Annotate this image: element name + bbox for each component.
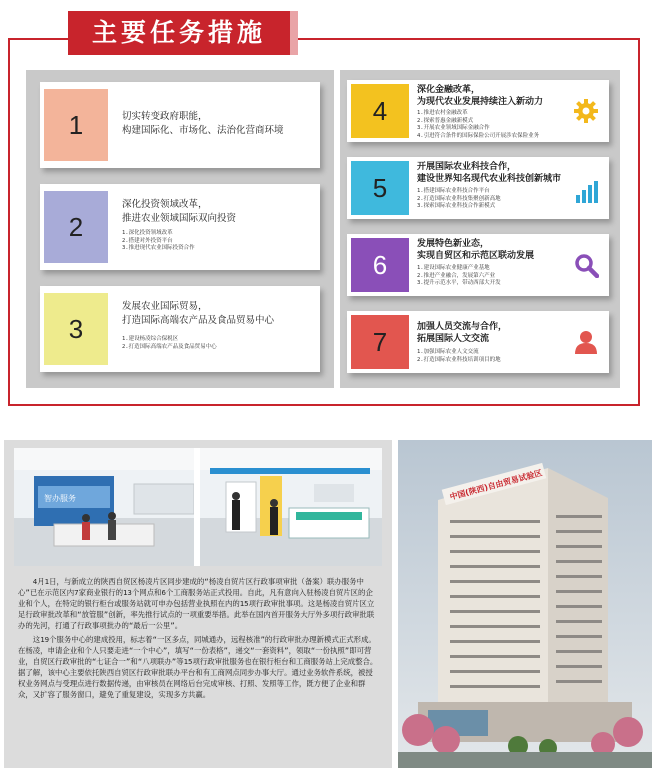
- task-item: 1.深化投资领域改革: [122, 230, 173, 236]
- left-task-panel: [26, 70, 334, 388]
- article-text: [18, 576, 380, 703]
- task-number: 6: [372, 249, 388, 280]
- task-number: 1: [68, 109, 84, 140]
- task-title-line: 建设世界知名现代农业科技创新城市: [417, 174, 562, 184]
- task-title-line: 开展国际农业科技合作，: [417, 162, 517, 172]
- task-title-line: 打造国际高端农产品及食品贸易中心: [122, 315, 275, 326]
- task-card-2: [40, 184, 320, 270]
- task-number-box: [351, 84, 409, 138]
- task-title-line: 为现代农业发展持续注入新动力: [417, 97, 544, 107]
- lobby-sign: 智办服务: [44, 494, 76, 503]
- task-title-line: 加强人员交流与合作，: [417, 322, 508, 332]
- task-card-3: [40, 286, 320, 372]
- right-task-panel: [340, 70, 620, 388]
- title-accent: [290, 11, 298, 55]
- service-hall-photo: [14, 448, 382, 566]
- task-number-box: [44, 293, 108, 365]
- task-item-list: [417, 110, 539, 140]
- task-card-4: [347, 80, 609, 142]
- task-item-list: [417, 265, 501, 288]
- task-number: 3: [68, 313, 84, 344]
- user-icon: [573, 329, 599, 355]
- task-item-list: [417, 349, 501, 364]
- task-item: 3.推进现代农业国际投资合作: [122, 245, 195, 251]
- task-item: 3.开展农业领域国际金融合作: [417, 125, 490, 131]
- task-title-line: 深化金融改革，: [417, 85, 481, 95]
- task-item: 1.建设国际农业健康产业基地: [417, 265, 490, 271]
- free-trade-zone-building-photo: [398, 440, 652, 768]
- task-item: 2.打造国际农业科技集聚创新高地: [417, 195, 501, 202]
- task-number-box: [351, 238, 409, 292]
- task-item: 2.搭建对外投资平台: [122, 237, 173, 244]
- task-item-list: [122, 230, 195, 253]
- task-number-box: [351, 315, 409, 369]
- task-title-line: 构建国际化、市场化、法治化营商环境: [122, 125, 284, 136]
- task-title: [122, 198, 236, 226]
- task-item: 2.推进产业融合，发展第六产业: [417, 272, 496, 279]
- task-item: 2.打造国际农业科技培训项目的地: [417, 356, 501, 363]
- task-item: 4.引进符合条件的国际保险公司开展涉农保险业务: [417, 132, 540, 139]
- task-item-list: [122, 336, 217, 351]
- task-title-line: 切实转变政府职能，: [122, 111, 208, 122]
- gear-icon: [573, 98, 599, 124]
- task-item: 3.提升示范水平，带动西部大开发: [417, 280, 501, 286]
- task-item: 1.搭建国际农业科技合作平台: [417, 188, 490, 194]
- task-number-box: [351, 161, 409, 215]
- task-item: 1.加强国际农业人文交流: [417, 349, 479, 355]
- task-item-list: [417, 188, 501, 211]
- task-title-line: 拓展国际人文交流: [417, 334, 490, 344]
- building-sign: 中国(陕西)自由贸易试验区: [448, 468, 544, 502]
- search-icon: [573, 252, 599, 278]
- task-title: [417, 238, 534, 262]
- task-item: 1.建设杨凌综合保税区: [122, 336, 179, 342]
- task-number-box: [44, 191, 108, 263]
- article-paragraph: 这19个服务中心的建成投用，标志着“一区多点，同城通办，远程核准”的行政审批办理新模式正式形成。在杨凌，申请企业和个人只要走进“一个中心”，填写“一份表格”，递交“一套资料”，领取“一份执照”即可营业，自贸区行政审批的“七证合一”和“八项联办”等15项行政审批服务也在银行柜台和工商服务站上完成整合。据了解，该中心主要依托陕西自贸区行政审批联办平台和有工商网点同步办事大厅。通过业务软件系统，被授权业务网点与受理点进行数据传递，由审核员在网络后台完成审核、打照、发照等工作，既方便了企业和群众，又扩容了服务窗口，避免了重复建设，实现多方共赢。: [18, 635, 378, 699]
- task-title: [417, 321, 507, 345]
- task-card-5: [347, 157, 609, 219]
- task-number-box: [44, 89, 108, 161]
- task-item: 3.探索国际农业科技合作新模式: [417, 203, 496, 209]
- task-card-6: [347, 234, 609, 296]
- task-item: 2.打造国际高端农产品及食品贸易中心: [122, 343, 217, 350]
- task-title: [417, 84, 543, 108]
- task-number: 2: [68, 211, 84, 242]
- task-title-line: 实现自贸区和示范区联动发展: [417, 251, 535, 261]
- task-title: [122, 110, 284, 138]
- task-title: [122, 300, 274, 328]
- task-number: 7: [372, 326, 388, 357]
- task-title-line: 发展农业国际贸易，: [122, 301, 208, 312]
- task-item: 1.推进农村金融改革: [417, 110, 468, 116]
- task-number: 4: [372, 95, 388, 126]
- task-item: 2.探索普惠金融新模式: [417, 117, 474, 124]
- bar-chart-icon: [573, 179, 599, 205]
- task-title-line: 深化投资领域改革，: [122, 199, 208, 210]
- task-number: 5: [372, 172, 388, 203]
- section-title: 主要任务措施: [68, 11, 290, 55]
- task-card-7: [347, 311, 609, 373]
- task-title-line: 发展特色新业态，: [417, 239, 490, 249]
- task-title-line: 推进农业领域国际双向投资: [122, 213, 237, 224]
- task-card-1: [40, 82, 320, 168]
- task-title: [417, 161, 561, 185]
- article-paragraph: 4月1日，与新成立的陕西自贸区杨凌片区同步建成的“杨凌自贸片区行政事项审批（备案）联办服务中心”已在示范区内7家商业银行的13个网点和6个工商服务站正式投用。自此，凡有意向入驻杨凌自贸片区的企业和个人，在特定的银行柜台或服务站就可申办包括营业执照在内的15项行政审批事项。这是杨凌自贸片区立足行政审批改革和“放管服”创新，率先推行试点的一项重要举措。此举在国内首开服务大厅外多项行政审批联办的先河，打通了行政事项批办的“最后一公里”。: [18, 577, 375, 630]
- article-frame: [4, 440, 392, 768]
